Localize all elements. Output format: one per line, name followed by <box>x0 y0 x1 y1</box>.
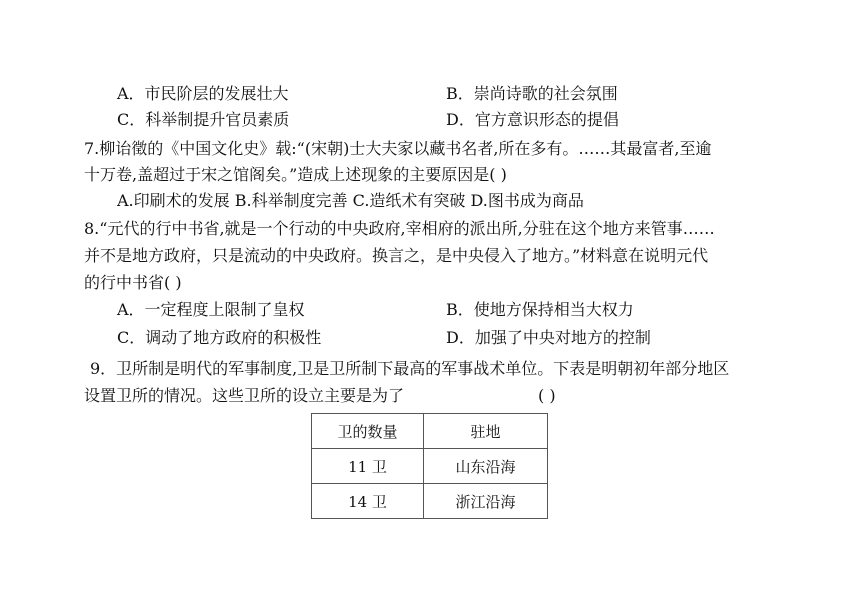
q8-stem-line1: 8.“元代的行中书省,就是一个行动的中央政府,宰相府的派出所,分驻在这个地方来管事…… <box>84 219 715 238</box>
q7-stem-line1: 7.柳诒徵的《中国文化史》载:“(宋朝)士大夫家以藏书名者,所在多有。……其最富者,至逾 <box>84 139 712 158</box>
table-cell: 山东沿海 <box>424 449 548 484</box>
q6-option-b: B．崇尚诗歌的社会氛围 <box>446 84 618 103</box>
q9-stem-line2: 设置卫所的情况。这些卫所的设立主要是为了 <box>84 386 405 405</box>
q8-stem-line2: 并不是地方政府，只是流动的中央政府。换言之，是中央侵入了地方。”材料意在说明元代 <box>84 246 709 265</box>
q9-answer-paren: ( ) <box>538 386 556 405</box>
table-header-cell: 卫的数量 <box>312 414 424 449</box>
table-cell: 11 卫 <box>312 449 424 484</box>
q7-stem-line2: 十万卷,盖超过于宋之馆阁矣。”造成上述现象的主要原因是( ) <box>84 165 507 184</box>
q7-options: A.印刷术的发展 B.科举制度完善 C.造纸术有突破 D.图书成为商品 <box>117 191 584 210</box>
q8-option-a: A．一定程度上限制了皇权 <box>117 300 305 319</box>
table-header-cell: 驻地 <box>424 414 548 449</box>
q6-option-d: D．官方意识形态的提倡 <box>446 110 619 129</box>
q8-stem-line3: 的行中书省( ) <box>84 273 182 292</box>
table-header-row <box>312 414 548 449</box>
table-cell: 14 卫 <box>312 484 424 519</box>
q6-option-c: C．科举制提升官员素质 <box>117 110 290 129</box>
q8-option-c: C．调动了地方政府的积极性 <box>117 328 322 347</box>
q8-option-d: D．加强了中央对地方的控制 <box>446 328 651 347</box>
wei-table <box>311 413 548 519</box>
q6-option-a: A．市民阶层的发展壮大 <box>117 84 289 103</box>
table-row <box>312 449 548 484</box>
table-cell: 浙江沿海 <box>424 484 548 519</box>
q9-stem-line1: 9．卫所制是明代的军事制度,卫是卫所制下最高的军事战术单位。下表是明朝初年部分地区 <box>90 359 730 378</box>
q8-option-b: B．使地方保持相当大权力 <box>446 300 634 319</box>
table-row <box>312 484 548 519</box>
